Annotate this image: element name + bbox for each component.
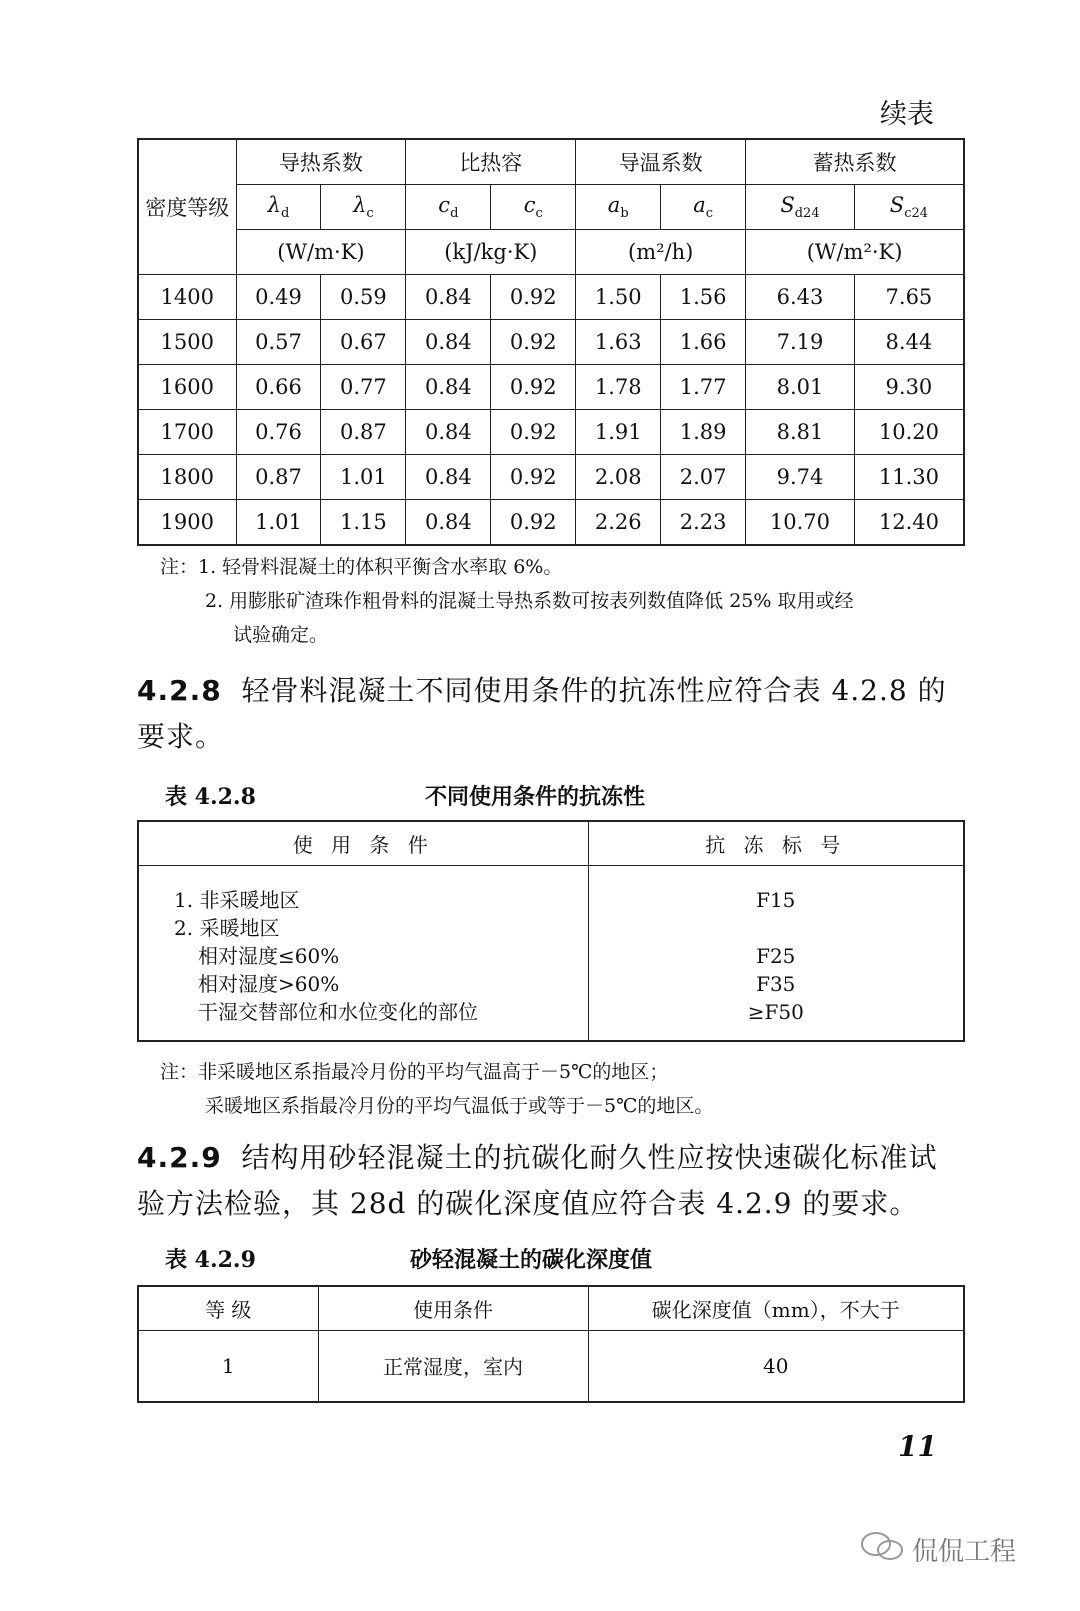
symbol-cell <box>661 185 746 230</box>
table2-caption-number: 表 4.2.8 <box>165 784 256 810</box>
grade-item: F15 <box>756 887 796 912</box>
group-header: 比热容 <box>406 139 576 185</box>
value-cell: 1.63 <box>576 320 661 365</box>
note-line: 2. 用膨胀矿渣珠作粗骨料的混凝土导热系数可按表列数值降低 25% 取用或经 <box>205 590 854 612</box>
value-cell: 8.81 <box>746 410 855 455</box>
continued-label: 续表 <box>880 99 934 130</box>
value-cell: 1.78 <box>576 365 661 410</box>
watermark-text: 侃侃工程 <box>912 1536 1017 1567</box>
value-cell: 6.43 <box>746 275 855 320</box>
symbol-subscript: c24 <box>904 206 929 222</box>
symbol-subscript: d24 <box>794 206 820 222</box>
symbol: S <box>780 192 795 217</box>
condition-item: 2. 采暖地区 <box>174 915 280 940</box>
section-number: 4.2.8 <box>137 674 222 707</box>
value-cell: 1.50 <box>576 275 661 320</box>
header-condition: 使 用 条 件 <box>138 821 588 865</box>
symbol-subscript: c <box>705 206 714 222</box>
density-grade-header: 密度等级 <box>138 139 236 275</box>
symbol-subscript: c <box>366 206 374 222</box>
value-cell: 0.92 <box>491 365 576 410</box>
frost-resistance-table <box>137 820 965 1042</box>
symbol-cell <box>746 185 855 230</box>
page-number: 11 <box>898 1430 937 1463</box>
value-cell: 1.89 <box>661 410 746 455</box>
section-text: 验方法检验，其 28d 的碳化深度值应符合表 4.2.9 的要求。 <box>137 1187 919 1220</box>
value-cell: 0.59 <box>321 275 406 320</box>
section-text: 结构用砂轻混凝土的抗碳化耐久性应按快速碳化标准试 <box>241 1141 938 1174</box>
value-cell: 1.15 <box>321 500 406 546</box>
symbol-cell <box>491 185 576 230</box>
grade-item: F25 <box>756 943 796 968</box>
symbol: c <box>523 192 536 217</box>
section-text: 要求。 <box>137 720 225 753</box>
value-cell: 1.91 <box>576 410 661 455</box>
value-cell: 2.23 <box>661 500 746 546</box>
unit-cell: (W/m·K) <box>236 230 406 275</box>
condition-item: 干湿交替部位和水位变化的部位 <box>198 999 478 1024</box>
grade-cell: 1 <box>138 1330 318 1402</box>
header-condition: 使用条件 <box>318 1286 588 1330</box>
unit-cell: (W/m²·K) <box>746 230 964 275</box>
grade-item: F35 <box>756 971 796 996</box>
value-cell: 0.76 <box>236 410 321 455</box>
symbol-cell <box>406 185 491 230</box>
chat-bubble-icon <box>860 1530 904 1568</box>
value-cell: 2.26 <box>576 500 661 546</box>
symbol: λ <box>353 192 367 217</box>
symbol-cell <box>236 185 321 230</box>
symbol: λ <box>267 192 281 217</box>
table-row <box>138 410 964 455</box>
note-line: 注：非采暖地区系指最冷月份的平均气温高于－5℃的地区； <box>160 1061 669 1083</box>
density-cell: 1700 <box>138 410 236 455</box>
density-cell: 1800 <box>138 455 236 500</box>
grade-item <box>590 914 963 942</box>
value-cell: 0.92 <box>491 455 576 500</box>
value-cell: 0.84 <box>406 275 491 320</box>
table1-notes <box>160 550 853 652</box>
value-cell: 10.70 <box>746 500 855 546</box>
value-cell: 9.30 <box>854 365 964 410</box>
value-cell: 0.84 <box>406 500 491 546</box>
header-grade: 抗 冻 标 号 <box>588 821 964 865</box>
value-cell: 0.87 <box>321 410 406 455</box>
header-depth: 碳化深度值（mm），不大于 <box>588 1286 964 1330</box>
group-header: 导温系数 <box>576 139 746 185</box>
note-line: 采暖地区系指最冷月份的平均气温低于或等于－5℃的地区。 <box>205 1095 714 1117</box>
value-cell: 2.07 <box>661 455 746 500</box>
table2-notes <box>160 1055 713 1123</box>
density-cell: 1600 <box>138 365 236 410</box>
group-header: 导热系数 <box>236 139 406 185</box>
watermark <box>860 1530 1016 1568</box>
value-cell: 12.40 <box>854 500 964 546</box>
group-header: 蓄热系数 <box>746 139 964 185</box>
grade-item: ≥F50 <box>747 999 804 1024</box>
section-text: 轻骨料混凝土不同使用条件的抗冻性应符合表 4.2.8 的 <box>241 674 947 707</box>
symbol-cell <box>854 185 964 230</box>
thermal-properties-table <box>137 138 965 546</box>
value-cell: 0.66 <box>236 365 321 410</box>
symbol-subscript: c <box>535 206 543 222</box>
symbol-subscript: d <box>280 206 290 222</box>
symbol: c <box>438 192 451 217</box>
table-row <box>138 320 964 365</box>
unit-cell: (kJ/kg·K) <box>406 230 576 275</box>
value-cell: 1.01 <box>236 500 321 546</box>
value-cell: 0.87 <box>236 455 321 500</box>
value-cell: 0.92 <box>491 275 576 320</box>
condition-item: 相对湿度≤60% <box>198 943 340 968</box>
header-grade: 等 级 <box>138 1286 318 1330</box>
condition-cell: 正常湿度，室内 <box>318 1330 588 1402</box>
table3-caption-number: 表 4.2.9 <box>165 1247 256 1273</box>
symbol: a <box>607 192 621 217</box>
value-cell: 0.84 <box>406 410 491 455</box>
depth-cell: 40 <box>588 1330 964 1402</box>
density-cell: 1400 <box>138 275 236 320</box>
value-cell: 1.66 <box>661 320 746 365</box>
table2-caption-title: 不同使用条件的抗冻性 <box>425 784 646 810</box>
density-cell: 1900 <box>138 500 236 546</box>
value-cell: 0.84 <box>406 320 491 365</box>
table-row <box>138 365 964 410</box>
value-cell: 0.49 <box>236 275 321 320</box>
value-cell: 8.44 <box>854 320 964 365</box>
carbonation-depth-table <box>137 1285 965 1403</box>
value-cell: 7.19 <box>746 320 855 365</box>
unit-cell: (m²/h) <box>576 230 746 275</box>
table-row <box>138 500 964 546</box>
value-cell: 0.67 <box>321 320 406 365</box>
value-cell: 0.84 <box>406 365 491 410</box>
symbol: S <box>889 192 905 217</box>
value-cell: 10.20 <box>854 410 964 455</box>
symbol-cell <box>576 185 661 230</box>
value-cell: 7.65 <box>854 275 964 320</box>
section-4-2-9 <box>137 1135 977 1227</box>
symbol-subscript: d <box>450 206 459 222</box>
section-number: 4.2.9 <box>137 1141 222 1174</box>
value-cell: 11.30 <box>854 455 964 500</box>
value-cell: 0.84 <box>406 455 491 500</box>
value-cell: 1.56 <box>661 275 746 320</box>
value-cell: 8.01 <box>746 365 855 410</box>
value-cell: 2.08 <box>576 455 661 500</box>
value-cell: 0.92 <box>491 500 576 546</box>
condition-item: 相对湿度>60% <box>198 971 340 996</box>
table3-caption-title: 砂轻混凝土的碳化深度值 <box>410 1247 653 1273</box>
value-cell: 1.77 <box>661 365 746 410</box>
condition-item: 1. 非采暖地区 <box>174 887 300 912</box>
value-cell: 9.74 <box>746 455 855 500</box>
section-4-2-8 <box>137 668 977 760</box>
note-line: 注：1. 轻骨料混凝土的体积平衡含水率取 6%。 <box>160 556 563 578</box>
table-row <box>138 275 964 320</box>
symbol-subscript: b <box>620 206 629 222</box>
table-row <box>138 455 964 500</box>
symbol-cell <box>321 185 406 230</box>
density-cell: 1500 <box>138 320 236 365</box>
value-cell: 0.57 <box>236 320 321 365</box>
value-cell: 0.92 <box>491 320 576 365</box>
symbol: a <box>693 192 706 217</box>
note-line: 试验确定。 <box>233 624 329 646</box>
value-cell: 0.77 <box>321 365 406 410</box>
value-cell: 0.92 <box>491 410 576 455</box>
value-cell: 1.01 <box>321 455 406 500</box>
